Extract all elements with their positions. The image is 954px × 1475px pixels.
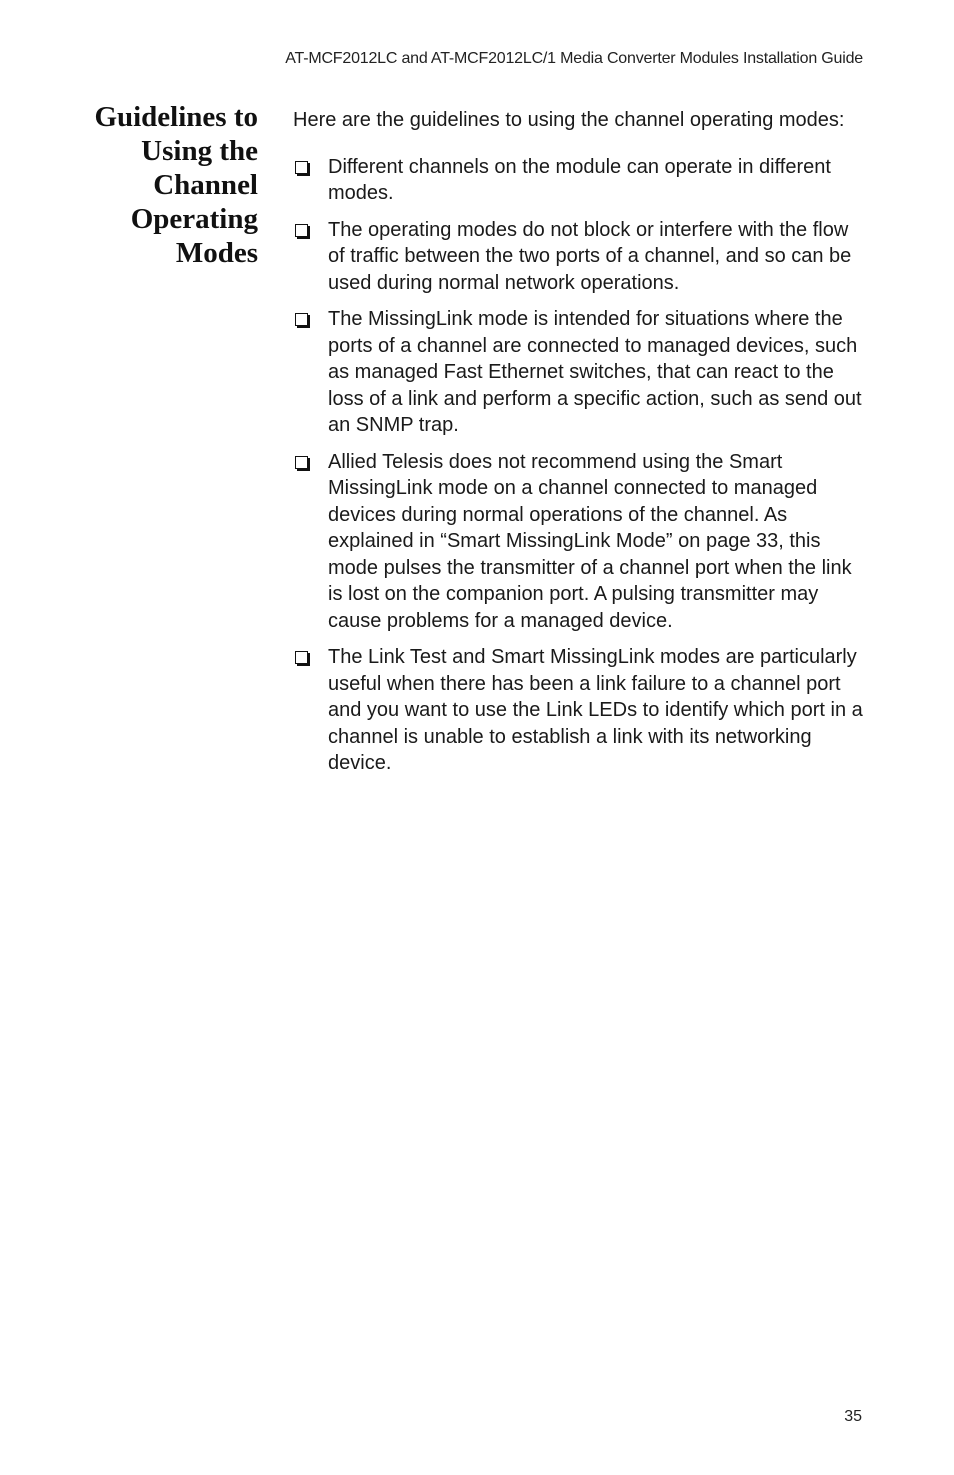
page-number: 35 [844, 1408, 862, 1425]
checkbox-bullet-icon [295, 313, 308, 326]
list-item [293, 644, 868, 777]
list-item-text: The Link Test and Smart MissingLink modes are particularly useful when there has been a link failure to a channel port and you want to use the Link LEDs to identify which port in a channel is unable to establish a link with its networking device. [328, 646, 863, 774]
list-item-text: The operating modes do not block or interfere with the flow of traffic between the two ports of a channel, and so can be used during normal network operations. [328, 218, 852, 294]
list-item [293, 449, 868, 635]
guideline-list [293, 154, 868, 777]
section-title [60, 100, 258, 270]
list-item [293, 306, 868, 439]
checkbox-bullet-icon [295, 161, 308, 174]
section-title-line: Using the [141, 135, 258, 167]
checkbox-bullet-icon [295, 651, 308, 664]
checkbox-bullet-icon [295, 224, 308, 237]
body-column [293, 107, 868, 787]
running-header: AT-MCF2012LC and AT-MCF2012LC/1 Media Converter Modules Installation Guide [285, 50, 863, 67]
list-item-text: The MissingLink mode is intended for situations where the ports of a channel are connected to managed devices, such as managed Fast Ethernet switches, that can react to the loss of a link and perform a specific action, such as send out an SNMP trap. [328, 308, 862, 436]
list-item-text: Allied Telesis does not recommend using the Smart MissingLink mode on a channel connected to managed devices during normal operations of the channel. As explained in “Smart MissingLink Mode” on page 33, this mode pulses the transmitter of a channel port when the link is lost on the companion port. A pulsing transmitter may cause problems for a managed device. [328, 450, 852, 632]
list-item [293, 154, 868, 207]
checkbox-bullet-icon [295, 456, 308, 469]
section-title-line: Modes [175, 237, 258, 269]
list-item [293, 217, 868, 297]
section-title-line: Channel [153, 169, 258, 201]
section-title-line: Guidelines to [94, 101, 258, 133]
section-title-line: Operating [130, 203, 258, 235]
intro-paragraph: Here are the guidelines to using the channel operating modes: [293, 109, 845, 131]
list-item-text: Different channels on the module can operate in different modes. [328, 155, 831, 204]
